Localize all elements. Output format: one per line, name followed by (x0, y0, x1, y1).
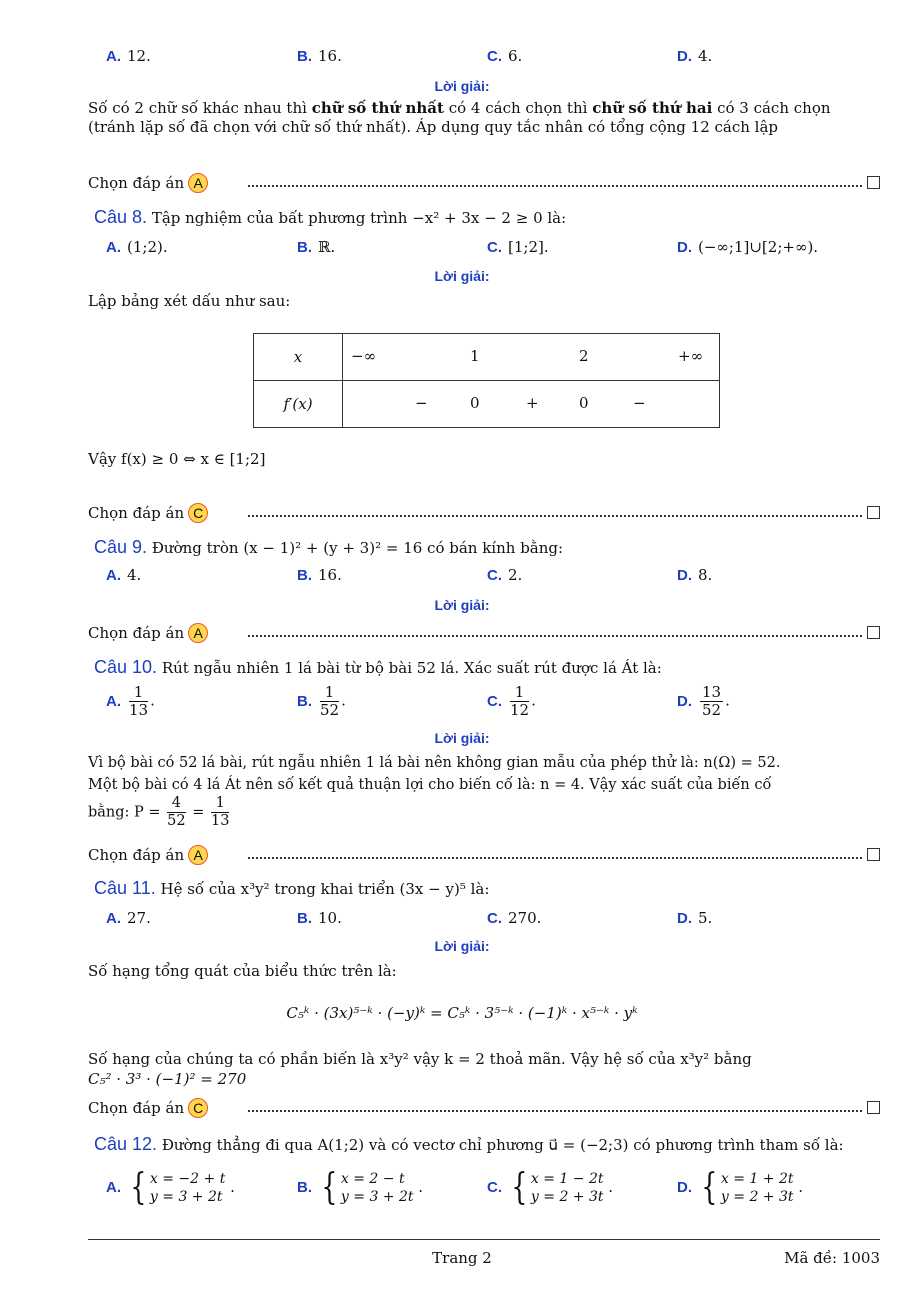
fraction (211, 795, 229, 830)
question-text: Hệ số của x³y² trong khai triển (3x − y)⁵ là: (160, 880, 490, 898)
end-box-icon (867, 848, 880, 861)
option-label: D. (677, 239, 692, 256)
q10-solution-line1: Vì bộ bài có 52 lá bài, rút ngẫu nhiên 1 lá bài nên không gian mẫu của phép thử là: n(Ω) = 52. (88, 755, 781, 771)
numerator: 1 (129, 684, 148, 702)
q11-solution-intro: Số hạng tổng quát của biểu thức trên là: (88, 962, 397, 980)
answer-circle: C (188, 1098, 208, 1118)
option-text: 5. (698, 909, 713, 927)
option-label: A. (106, 910, 121, 927)
equation-system (150, 1170, 225, 1206)
option-label: B. (297, 48, 312, 65)
q11-solution-title: Lời giải: (434, 938, 490, 954)
q8-option-d[interactable] (677, 238, 818, 256)
fraction (167, 795, 185, 830)
question-number: Câu 10. (94, 657, 158, 677)
end-box-icon (867, 1101, 880, 1114)
q9-option-d[interactable] (677, 566, 712, 584)
q11-choose-answer (88, 1098, 880, 1120)
option-label: D. (677, 567, 692, 584)
footer-page: Trang 2 (432, 1249, 492, 1267)
option-text: 12. (127, 47, 151, 65)
equation-line: x = 1 − 2t (530, 1171, 604, 1187)
brace-icon: { (701, 1167, 718, 1208)
q10-solution-line3 (88, 795, 880, 830)
q11-solution-line2: C₅² · 3³ · (−1)² = 270 (88, 1070, 247, 1088)
q11-option-d[interactable] (677, 909, 712, 927)
q9-question (94, 537, 880, 558)
choose-label: Chọn đáp án (88, 624, 185, 642)
fraction (320, 684, 339, 719)
choose-label: Chọn đáp án (88, 174, 185, 192)
fraction (700, 684, 723, 719)
text: có 3 cách chọn (tránh lặp số đã chọn với chữ số thứ nhất). Áp dụng quy tắc nhân có tổng cộng 12 cách lập (88, 99, 831, 136)
option-label: C. (487, 1179, 502, 1196)
table-signs-row (343, 381, 720, 428)
choose-label: Chọn đáp án (88, 1099, 185, 1117)
q11-option-b[interactable] (297, 909, 342, 927)
question-number: Câu 12. (94, 1134, 158, 1154)
q9-solution-title: Lời giải: (434, 597, 490, 613)
table-cell: 1 (470, 347, 480, 365)
equation-line: x = −2 + t (149, 1171, 226, 1187)
q12-option-b[interactable]: B. { x = 2 − t y = 3 + 2t . (297, 1167, 424, 1208)
numerator: 1 (510, 684, 529, 702)
brace-icon: { (321, 1167, 338, 1208)
denominator: 52 (167, 813, 186, 829)
end-box-icon (867, 626, 880, 639)
equation-system (721, 1170, 794, 1206)
q11-option-a[interactable] (106, 909, 151, 927)
q10-option-a[interactable]: A. $\frac{1}{13}$ . (106, 683, 155, 719)
option-text: [1;2]. (508, 238, 549, 256)
q12-option-c[interactable]: C. { x = 1 − 2t y = 2 + 3t . (487, 1167, 614, 1208)
equation-line: y = 2 + 3t (720, 1189, 794, 1205)
question-number: Câu 11. (94, 878, 156, 898)
sign-table (253, 333, 720, 428)
option-label: B. (297, 239, 312, 256)
option-label: B. (297, 910, 312, 927)
equation-system (341, 1170, 414, 1206)
option-label: A. (106, 48, 121, 65)
fraction (510, 684, 529, 719)
answer-circle: C (188, 503, 208, 523)
q11-question (94, 878, 880, 899)
option-text: 4. (127, 566, 142, 584)
answer-circle: A (188, 173, 208, 193)
option-text: 270. (508, 909, 542, 927)
option-label: C. (487, 692, 502, 710)
denominator: 52 (320, 701, 340, 719)
dotted-leader (248, 857, 862, 859)
q8-conclusion: Vậy f(x) ≥ 0 ⇔ x ∈ [1;2] (88, 450, 266, 468)
option-label: A. (106, 1179, 121, 1196)
text: Số có 2 chữ số khác nhau thì (88, 99, 312, 117)
q9-option-b[interactable] (297, 566, 342, 584)
option-label: D. (677, 1179, 692, 1196)
equation-line: y = 3 + 2t (149, 1189, 223, 1205)
q8-solution-intro: Lập bảng xét dấu như sau: (88, 292, 291, 310)
q8-question (94, 207, 880, 228)
table-row (254, 334, 720, 381)
option-label: B. (297, 1179, 312, 1196)
option-label: D. (677, 692, 692, 710)
equation-system (531, 1170, 604, 1206)
q12-option-d[interactable]: D. { x = 1 + 2t y = 2 + 3t . (677, 1167, 804, 1208)
fraction (129, 684, 148, 719)
option-text: (1;2). (127, 238, 168, 256)
table-cell: − (633, 394, 646, 412)
text: có 4 cách chọn thì (443, 99, 593, 117)
option-text: 4. (698, 47, 713, 65)
option-label: A. (106, 567, 121, 584)
choose-label: Chọn đáp án (88, 504, 185, 522)
option-label: A. (106, 692, 121, 710)
option-text: 8. (698, 566, 713, 584)
table-values-row (343, 334, 720, 381)
q10-option-d[interactable]: D. $\frac{13}{52}$ . (677, 683, 730, 719)
text: bằng: P = (88, 804, 161, 821)
footer-exam-code: Mã đề: 1003 (784, 1249, 880, 1267)
option-text: 16. (318, 47, 342, 65)
q7-solution-text (88, 99, 880, 137)
option-label: C. (487, 910, 502, 927)
brace-icon: { (511, 1167, 528, 1208)
numerator: 1 (320, 684, 339, 702)
q7-option-b[interactable] (297, 47, 342, 65)
q10-option-c[interactable]: C. $\frac{1}{12}$ . (487, 683, 536, 719)
q9-option-a[interactable] (106, 566, 141, 584)
dotted-leader (248, 635, 862, 637)
table-cell: 0 (470, 394, 480, 412)
dotted-leader (248, 185, 862, 187)
q10-option-b[interactable]: B. $\frac{1}{52}$ . (297, 683, 346, 719)
q7-option-a[interactable] (106, 47, 151, 65)
question-text: Rút ngẫu nhiên 1 lá bài từ bộ bài 52 lá. Xác suất rút được lá Át là: (161, 659, 662, 677)
numerator: 4 (167, 795, 185, 813)
option-label: D. (677, 910, 692, 927)
option-label: C. (487, 567, 502, 584)
dotted-leader (248, 515, 862, 517)
denominator: 13 (211, 813, 230, 829)
brace-icon: { (130, 1167, 147, 1208)
q11-formula: C₅ᵏ · (3x)⁵⁻ᵏ · (−y)ᵏ = C₅ᵏ · 3⁵⁻ᵏ · (−1)ᵏ · x⁵⁻ᵏ · yᵏ (286, 1004, 638, 1022)
question-number: Câu 8. (94, 207, 148, 227)
footer-rule (88, 1239, 880, 1240)
q10-question (94, 657, 880, 678)
table-cell: −∞ (351, 347, 377, 365)
q8-choose-answer (88, 503, 880, 525)
bold-text: chữ số thứ hai (592, 99, 713, 117)
table-cell: + (526, 394, 539, 412)
question-text: Đường thẳng đi qua A(1;2) và có vectơ chỉ phương u⃗ = (−2;3) có phương trình tham số là: (161, 1136, 844, 1154)
q12-option-a[interactable]: A. { x = −2 + t y = 3 + 2t . (106, 1167, 235, 1208)
q9-choose-answer (88, 623, 880, 645)
table-head-x: x (254, 334, 343, 381)
q10-solution-line2: Một bộ bài có 4 lá Át nên số kết quả thuận lợi cho biến cố là: n = 4. Vậy xác suất của biến cố (88, 777, 772, 793)
q8-option-c[interactable] (487, 238, 549, 256)
q9-option-c[interactable] (487, 566, 522, 584)
equation-line: y = 2 + 3t (530, 1189, 604, 1205)
option-text: 2. (508, 566, 523, 584)
table-cell: 2 (579, 347, 589, 365)
table-row (254, 381, 720, 428)
question-text: Tập nghiệm của bất phương trình −x² + 3x − 2 ≥ 0 là: (151, 209, 567, 227)
dotted-leader (248, 1110, 862, 1112)
option-label: C. (487, 48, 502, 65)
q11-solution-line1: Số hạng của chúng ta có phần biến là x³y² vậy k = 2 thoả mãn. Vậy hệ số của x³y² bằng (88, 1050, 752, 1068)
q10-choose-answer (88, 845, 880, 867)
option-label: C. (487, 239, 502, 256)
table-cell: +∞ (678, 347, 704, 365)
option-label: B. (297, 692, 312, 710)
equation-line: x = 2 − t (340, 1171, 405, 1187)
q8-option-b[interactable] (297, 238, 335, 256)
option-text: 10. (318, 909, 342, 927)
end-box-icon (867, 506, 880, 519)
denominator: 13 (129, 701, 149, 719)
choose-label: Chọn đáp án (88, 846, 185, 864)
q7-choose-answer (88, 173, 880, 195)
bold-text: chữ số thứ nhất (311, 99, 444, 117)
q12-question (94, 1134, 880, 1155)
q7-option-c[interactable] (487, 47, 522, 65)
option-label: B. (297, 567, 312, 584)
option-text: ℝ. (318, 238, 336, 256)
q7-option-d[interactable] (677, 47, 712, 65)
option-text: 6. (508, 47, 523, 65)
table-head-fprime: f′(x) (254, 381, 343, 428)
option-label: D. (677, 48, 692, 65)
option-label: A. (106, 239, 121, 256)
equation-line: y = 3 + 2t (340, 1189, 414, 1205)
equation-line: x = 1 + 2t (720, 1171, 794, 1187)
q8-option-a[interactable] (106, 238, 168, 256)
table-cell: 0 (579, 394, 589, 412)
denominator: 12 (510, 701, 530, 719)
question-text: Đường tròn (x − 1)² + (y + 3)² = 16 có bán kính bằng: (151, 539, 564, 557)
answer-circle: A (188, 623, 208, 643)
numerator: 1 (211, 795, 229, 813)
numerator: 13 (702, 683, 722, 701)
equals-sign: = (192, 804, 205, 821)
q11-option-c[interactable] (487, 909, 541, 927)
end-box-icon (867, 176, 880, 189)
option-text: 16. (318, 566, 342, 584)
answer-circle: A (188, 845, 208, 865)
q7-solution-title: Lời giải: (434, 78, 490, 94)
table-cell: − (415, 394, 428, 412)
q8-solution-title: Lời giải: (434, 268, 490, 284)
q10-solution-title: Lời giải: (434, 730, 490, 746)
denominator: 52 (702, 701, 722, 719)
option-text: (−∞;1]∪[2;+∞). (698, 238, 819, 256)
question-number: Câu 9. (94, 537, 148, 557)
option-text: 27. (127, 909, 151, 927)
